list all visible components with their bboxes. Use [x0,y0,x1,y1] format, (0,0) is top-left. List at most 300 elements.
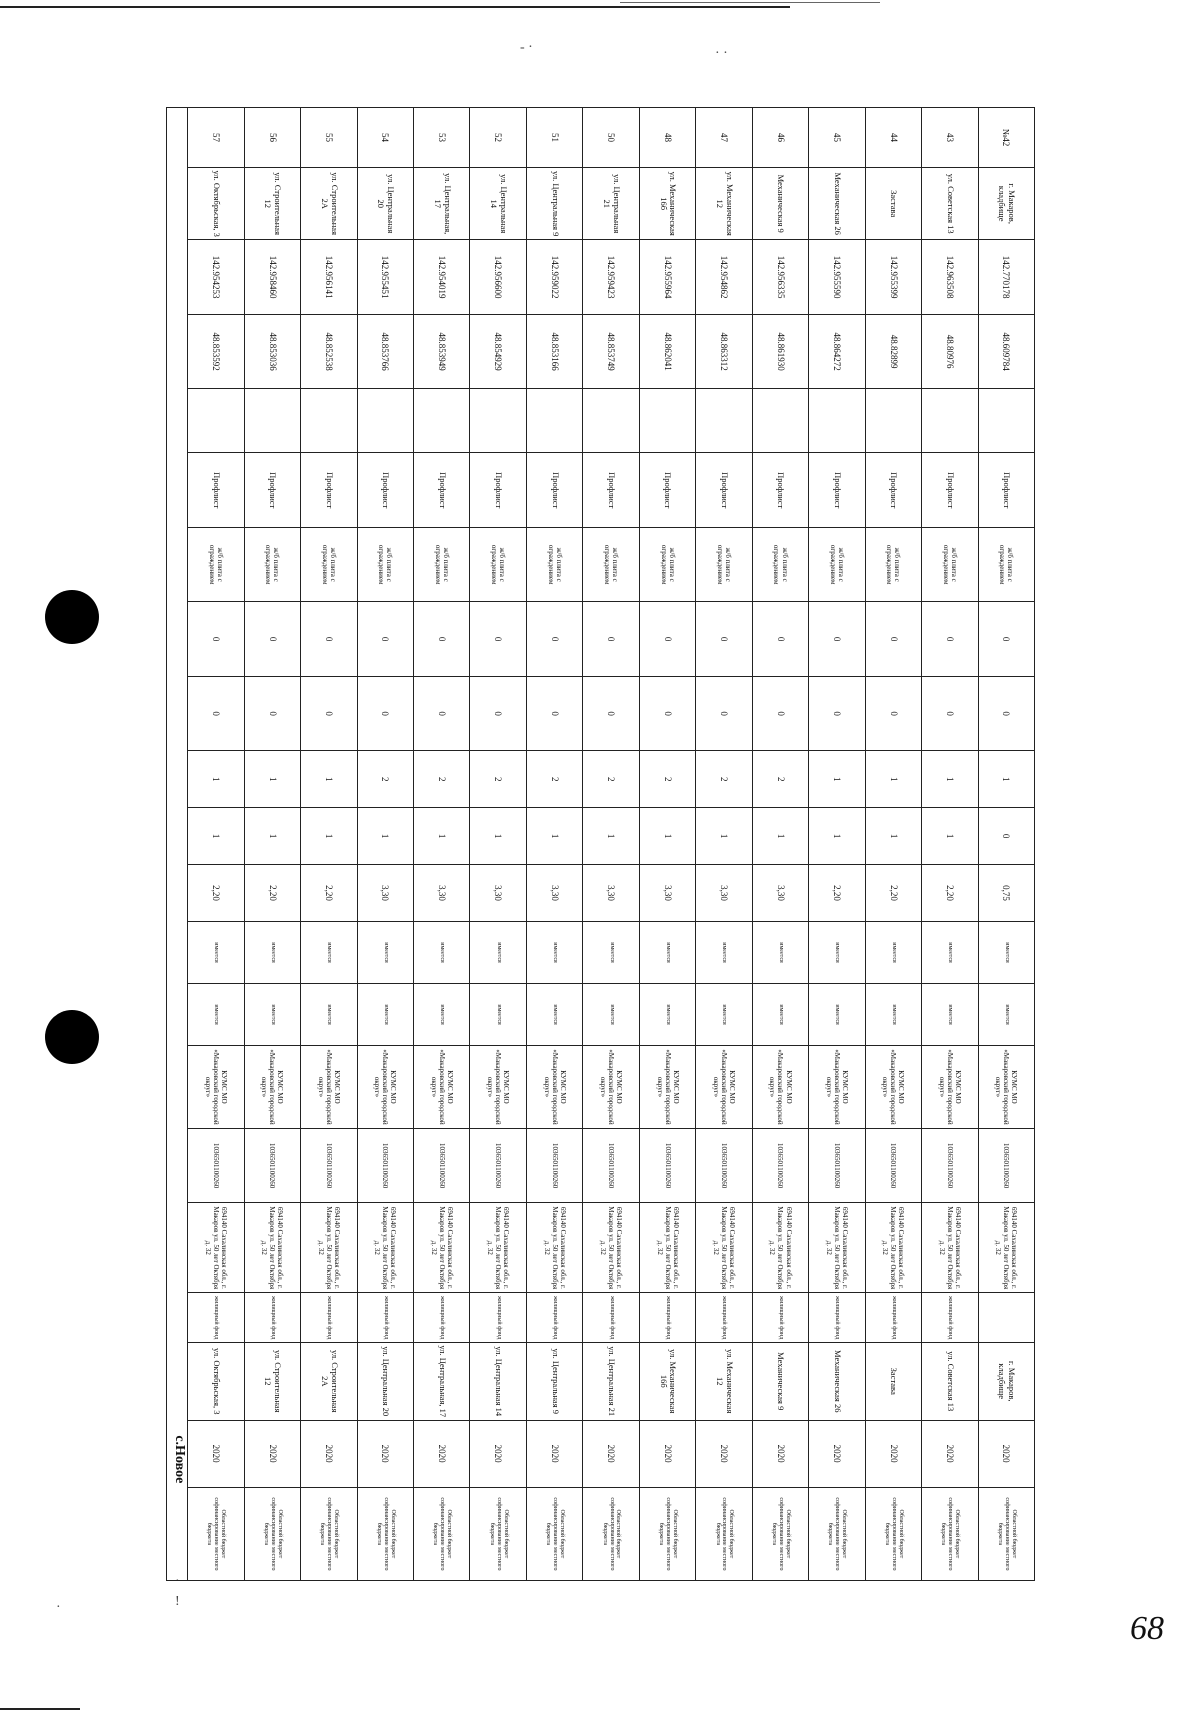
row-number-cell: 47 [696,108,752,168]
year-cell: 2020 [639,1420,695,1487]
value-b-cell: 0 [526,676,582,750]
base-type-cell: ж/б плита с ограждением [922,527,978,601]
empty-cell-cell [978,389,1034,453]
scan-speck: - · [520,40,533,55]
settlement-label: с.Новое [167,108,188,1488]
longitude-cell: 48.853166 [526,314,582,388]
waste-source-cell: жилищный фонд [809,1293,865,1343]
waste-source-cell: жилищный фонд [414,1293,470,1343]
funding-source-cell: Областной бюджет софинансирование местного бюджета [526,1487,582,1580]
row-number-cell: 57 [188,108,245,168]
cover-type-cell: Профлист [639,453,695,527]
holder-name-cell: КУМС МО «Макаровский городской округ» [244,1046,300,1129]
value-a-cell: 0 [978,602,1034,676]
funding-source-cell: Областной бюджет софинансирование местного бюджета [583,1487,639,1580]
cover-type-cell: Профлист [978,453,1034,527]
funding-source-cell: Областной бюджет софинансирование местного бюджета [752,1487,808,1580]
holder-name-cell: КУМС МО «Макаровский городской округ» [301,1046,357,1129]
latitude-cell: 142.958460 [244,240,300,314]
area-value-cell: 3,30 [414,865,470,922]
area-value-cell: 3,30 [696,865,752,922]
served-address-cell: ул. Центральная 14 [470,1342,526,1420]
site-address-cell: ул. Строительная 12 [244,167,300,239]
longitude-cell: 48.854929 [470,314,526,388]
holder-ogrn-cell: 1036501100260 [752,1128,808,1202]
availability-a-cell: имеется [865,922,921,984]
row-number-cell: 46 [752,108,808,168]
availability-a-cell: имеется [978,922,1034,984]
site-address-cell: ул. Строительная 2А [301,167,357,239]
area-value-cell: 3,30 [526,865,582,922]
waste-source-cell: жилищный фонд [301,1293,357,1343]
latitude-cell: 142.954019 [414,240,470,314]
containers-b-cell: 0 [978,808,1034,865]
cover-type-cell: Профлист [809,453,865,527]
base-type-cell: ж/б плита с ограждением [414,527,470,601]
containers-a-cell: 2 [583,751,639,808]
row-number-cell: 50 [583,108,639,168]
base-type-cell: ж/б плита с ограждением [244,527,300,601]
holder-address-cell: 694140 Сахалинская обл., г. Макаров ул. 50 лет Октября д. 32 [978,1203,1034,1293]
availability-a-cell: имеется [752,922,808,984]
availability-b-cell: имеется [922,984,978,1046]
availability-a-cell: имеется [414,922,470,984]
containers-b-cell: 1 [188,808,245,865]
served-address-cell: ул. Механическая 16б [639,1342,695,1420]
base-type-cell: ж/б плита с ограждением [809,527,865,601]
year-cell: 2020 [922,1420,978,1487]
empty-cell-cell [188,389,245,453]
holder-ogrn-cell: 1036501100260 [414,1128,470,1202]
availability-a-cell: имеется [188,922,245,984]
holder-ogrn-cell: 1036501100260 [696,1128,752,1202]
year-cell: 2020 [865,1420,921,1487]
served-address-cell: ул. Октябрьская, 3 [188,1342,245,1420]
holder-address-cell: 694140 Сахалинская обл., г. Макаров ул. 50 лет Октября д. 32 [583,1203,639,1293]
holder-address-cell: 694140 Сахалинская обл., г. Макаров ул. 50 лет Октября д. 32 [188,1203,245,1293]
scan-speck: · [56,1600,61,1615]
punch-hole-lower [45,1010,99,1064]
holder-ogrn-cell: 1036501100260 [922,1128,978,1202]
waste-source-cell [978,1293,1034,1343]
row-number-cell: 44 [865,108,921,168]
table-row [922,108,978,1581]
waste-source-cell: жилищный фонд [526,1293,582,1343]
containers-b-cell: 1 [414,808,470,865]
waste-source-cell: жилищный фонд [470,1293,526,1343]
cover-type-cell: Профлист [301,453,357,527]
base-type-cell: ж/б плита с ограждением [978,527,1034,601]
cover-type-cell: Профлист [414,453,470,527]
longitude-cell: 48.853749 [583,314,639,388]
containers-b-cell: 1 [639,808,695,865]
containers-a-cell: 1 [188,751,245,808]
year-cell: 2020 [809,1420,865,1487]
availability-a-cell: имеется [639,922,695,984]
value-a-cell: 0 [809,602,865,676]
containers-b-cell: 1 [470,808,526,865]
funding-source-cell: Областной бюджет софинансирование местного бюджета [639,1487,695,1580]
funding-source-cell: Областной бюджет софинансирование местного бюджета [865,1487,921,1580]
availability-a-cell: имеется [809,922,865,984]
scan-speck: · · [715,46,728,61]
served-address-cell: ул. Строительная 2А [301,1342,357,1420]
site-address-cell: ул. Механическая 16б [639,167,695,239]
value-b-cell: 0 [639,676,695,750]
containers-a-cell: 1 [244,751,300,808]
value-b-cell: 0 [357,676,413,750]
cover-type-cell: Профлист [752,453,808,527]
empty-cell-cell [922,389,978,453]
row-number-cell: 48 [639,108,695,168]
cover-type-cell: Профлист [244,453,300,527]
value-a-cell: 0 [244,602,300,676]
empty-cell-cell [244,389,300,453]
row-number-cell: 45 [809,108,865,168]
value-b-cell: 0 [244,676,300,750]
value-b-cell: 0 [301,676,357,750]
holder-address-cell: 694140 Сахалинская обл., г. Макаров ул. 50 лет Октября д. 32 [357,1203,413,1293]
availability-a-cell: имеется [526,922,582,984]
row-number-cell: 56 [244,108,300,168]
row-number-cell: 53 [414,108,470,168]
containers-a-cell: 1 [301,751,357,808]
containers-a-cell: 1 [922,751,978,808]
containers-b-cell: 1 [244,808,300,865]
area-value-cell: 3,30 [470,865,526,922]
served-address-cell: Заставa [865,1342,921,1420]
served-address-cell: ул. Строительная 12 [244,1342,300,1420]
empty-cell-cell [696,389,752,453]
longitude-cell: 48.853949 [414,314,470,388]
value-a-cell: 0 [470,602,526,676]
availability-a-cell: имеется [922,922,978,984]
latitude-cell: 142.955399 [865,240,921,314]
value-b-cell: 0 [696,676,752,750]
availability-a-cell: имеется [244,922,300,984]
cover-type-cell: Профлист [696,453,752,527]
holder-address-cell: 694140 Сахалинская обл., г. Макаров ул. 50 лет Октября д. 32 [526,1203,582,1293]
value-a-cell: 0 [752,602,808,676]
holder-address-cell: 694140 Сахалинская обл., г. Макаров ул. 50 лет Октября д. 32 [470,1203,526,1293]
value-a-cell: 0 [301,602,357,676]
scan-top-rule [0,6,790,8]
row-number-cell: №42 [978,108,1034,168]
value-a-cell: 0 [357,602,413,676]
containers-b-cell: 1 [922,808,978,865]
holder-address-cell: 694140 Сахалинская обл., г. Макаров ул. 50 лет Октября д. 32 [301,1203,357,1293]
containers-b-cell: 1 [696,808,752,865]
area-value-cell: 2,20 [244,865,300,922]
availability-b-cell: имеется [470,984,526,1046]
funding-source-cell: Областной бюджет софинансирование местного бюджета [978,1487,1034,1580]
containers-a-cell: 2 [696,751,752,808]
holder-name-cell: КУМС МО «Макаровский городской округ» [978,1046,1034,1129]
holder-ogrn-cell: 1036501100260 [809,1128,865,1202]
table-row [526,108,582,1581]
area-value-cell: 2,20 [301,865,357,922]
latitude-cell: 142.956600 [470,240,526,314]
value-a-cell: 0 [865,602,921,676]
year-cell: 2020 [357,1420,413,1487]
holder-address-cell: 694140 Сахалинская обл., г. Макаров ул. 50 лет Октября д. 32 [752,1203,808,1293]
value-b-cell: 0 [809,676,865,750]
longitude-cell: 48.852538 [301,314,357,388]
scan-bottom-rule [0,1708,80,1710]
site-address-cell: ул. Центральная 14 [470,167,526,239]
containers-b-cell: 1 [583,808,639,865]
latitude-cell: 142.956141 [301,240,357,314]
containers-b-cell: 1 [301,808,357,865]
year-cell: 2020 [526,1420,582,1487]
longitude-cell: 48.861930 [752,314,808,388]
containers-a-cell: 1 [809,751,865,808]
empty-cell-cell [470,389,526,453]
site-address-cell: Механическая 9 [752,167,808,239]
value-b-cell: 0 [752,676,808,750]
holder-name-cell: КУМС МО «Макаровский городской округ» [526,1046,582,1129]
empty-cell-cell [752,389,808,453]
table-row [809,108,865,1581]
scan-speck: ! [175,1594,180,1609]
base-type-cell: ж/б плита с ограждением [639,527,695,601]
row-number-cell: 54 [357,108,413,168]
value-b-cell: 0 [922,676,978,750]
holder-name-cell: КУМС МО «Макаровский городской округ» [696,1046,752,1129]
funding-source-cell: Областной бюджет софинансирование местного бюджета [244,1487,300,1580]
availability-b-cell: имеется [188,984,245,1046]
cover-type-cell: Профлист [922,453,978,527]
base-type-cell: ж/б плита с ограждением [301,527,357,601]
holder-address-cell: 694140 Сахалинская обл., г. Макаров ул. 50 лет Октября д. 32 [639,1203,695,1293]
site-address-cell: Механическая 26 [809,167,865,239]
row-number-cell: 52 [470,108,526,168]
cover-type-cell: Профлист [583,453,639,527]
served-address-cell: г. Макаров, кладбище [978,1342,1034,1420]
table-row [244,108,300,1581]
site-address-cell: Заставa [865,167,921,239]
longitude-cell: 48.609784 [978,314,1034,388]
funding-source-cell: Областной бюджет софинансирование местного бюджета [188,1487,245,1580]
value-b-cell: 0 [865,676,921,750]
holder-ogrn-cell: 1036501100260 [978,1128,1034,1202]
site-address-cell: ул. Центральная 21 [583,167,639,239]
latitude-cell: 142.959022 [526,240,582,314]
funding-source-cell: Областной бюджет софинансирование местного бюджета [301,1487,357,1580]
holder-ogrn-cell: 1036501100260 [244,1128,300,1202]
longitude-cell: 48.853036 [244,314,300,388]
site-address-cell: ул. Центральная 20 [357,167,413,239]
waste-source-cell: жилищный фонд [639,1293,695,1343]
longitude-cell: 48.80976 [922,314,978,388]
table-row [696,108,752,1581]
availability-a-cell: имеется [301,922,357,984]
holder-name-cell: КУМС МО «Макаровский городской округ» [583,1046,639,1129]
value-a-cell: 0 [414,602,470,676]
year-cell: 2020 [188,1420,245,1487]
containers-a-cell: 1 [865,751,921,808]
availability-b-cell: имеется [244,984,300,1046]
latitude-cell: 142.954862 [696,240,752,314]
base-type-cell: ж/б плита с ограждением [583,527,639,601]
row-number-cell: 51 [526,108,582,168]
served-address-cell: ул. Центральная 9 [526,1342,582,1420]
holder-ogrn-cell: 1036501100260 [526,1128,582,1202]
empty-cell-cell [639,389,695,453]
latitude-cell: 142.956335 [752,240,808,314]
empty-cell-cell [414,389,470,453]
value-b-cell: 0 [583,676,639,750]
base-type-cell: ж/б плита с ограждением [357,527,413,601]
site-address-cell: ул. Советская 13 [922,167,978,239]
holder-name-cell: КУМС МО «Макаровский городской округ» [809,1046,865,1129]
waste-source-cell: жилищный фонд [357,1293,413,1343]
holder-address-cell: 694140 Сахалинская обл., г. Макаров ул. 50 лет Октября д. 32 [696,1203,752,1293]
longitude-cell: 48.82899 [865,314,921,388]
served-address-cell: Механическая 9 [752,1342,808,1420]
year-cell: 2020 [301,1420,357,1487]
longitude-cell: 48.864272 [809,314,865,388]
waste-site-register-table [166,107,1035,1581]
waste-source-cell: жилищный фонд [188,1293,245,1343]
availability-b-cell: имеется [526,984,582,1046]
latitude-cell: 142.954253 [188,240,245,314]
value-a-cell: 0 [922,602,978,676]
served-address-cell: ул. Советская 13 [922,1342,978,1420]
empty-cell-cell [526,389,582,453]
served-address-cell: ул. Центральная 21 [583,1342,639,1420]
holder-ogrn-cell: 1036501100260 [865,1128,921,1202]
containers-a-cell: 1 [978,751,1034,808]
scan-top-rule-thin [620,2,880,3]
holder-address-cell: 694140 Сахалинская обл., г. Макаров ул. 50 лет Октября д. 32 [414,1203,470,1293]
availability-a-cell: имеется [696,922,752,984]
latitude-cell: 142.963508 [922,240,978,314]
area-value-cell: 0,75 [978,865,1034,922]
base-type-cell: ж/б плита с ограждением [865,527,921,601]
table-row [978,108,1034,1581]
funding-source-cell: Областной бюджет софинансирование местного бюджета [357,1487,413,1580]
availability-b-cell: имеется [639,984,695,1046]
latitude-cell: 142.955964 [639,240,695,314]
funding-source-cell: Областной бюджет софинансирование местного бюджета [922,1487,978,1580]
register-table-container [166,107,1035,1581]
cover-type-cell: Профлист [188,453,245,527]
funding-source-cell: Областной бюджет софинансирование местного бюджета [696,1487,752,1580]
table-row [639,108,695,1581]
settlement-empty-cell [167,1487,188,1580]
site-address-cell: ул. Центральная, 17 [414,167,470,239]
year-cell: 2020 [752,1420,808,1487]
area-value-cell: 3,30 [752,865,808,922]
site-address-cell: ул. Центральная 9 [526,167,582,239]
area-value-cell: 2,20 [809,865,865,922]
value-a-cell: 0 [583,602,639,676]
funding-source-cell: Областной бюджет софинансирование местного бюджета [809,1487,865,1580]
punch-hole-upper [45,590,99,644]
year-cell: 2020 [414,1420,470,1487]
base-type-cell: ж/б плита с ограждением [188,527,245,601]
table-row [414,108,470,1581]
longitude-cell: 48.863312 [696,314,752,388]
availability-b-cell: имеется [809,984,865,1046]
value-b-cell: 0 [978,676,1034,750]
base-type-cell: ж/б плита с ограждением [696,527,752,601]
value-a-cell: 0 [696,602,752,676]
table-row [752,108,808,1581]
value-a-cell: 0 [188,602,245,676]
year-cell: 2020 [244,1420,300,1487]
longitude-cell: 48.853766 [357,314,413,388]
table-row [357,108,413,1581]
value-b-cell: 0 [188,676,245,750]
site-address-cell: ул. Механическая 12 [696,167,752,239]
empty-cell-cell [301,389,357,453]
year-cell: 2020 [470,1420,526,1487]
waste-source-cell: жилищный фонд [583,1293,639,1343]
latitude-cell: 142.955590 [809,240,865,314]
holder-ogrn-cell: 1036501100260 [639,1128,695,1202]
containers-a-cell: 2 [639,751,695,808]
base-type-cell: ж/б плита с ограждением [752,527,808,601]
availability-b-cell: имеется [978,984,1034,1046]
holder-ogrn-cell: 1036501100260 [188,1128,245,1202]
area-value-cell: 2,20 [865,865,921,922]
holder-name-cell: КУМС МО «Макаровский городской округ» [752,1046,808,1129]
containers-a-cell: 2 [470,751,526,808]
availability-a-cell: имеется [357,922,413,984]
empty-cell-cell [865,389,921,453]
containers-a-cell: 2 [752,751,808,808]
holder-ogrn-cell: 1036501100260 [583,1128,639,1202]
holder-name-cell: КУМС МО «Макаровский городской округ» [357,1046,413,1129]
table-row [470,108,526,1581]
value-a-cell: 0 [526,602,582,676]
waste-source-cell: жилищный фонд [865,1293,921,1343]
served-address-cell: ул. Механическая 12 [696,1342,752,1420]
value-a-cell: 0 [639,602,695,676]
holder-name-cell: КУМС МО «Макаровский городской округ» [922,1046,978,1129]
table-row [188,108,245,1581]
availability-b-cell: имеется [301,984,357,1046]
holder-ogrn-cell: 1036501100260 [357,1128,413,1202]
holder-name-cell: КУМС МО «Макаровский городской округ» [470,1046,526,1129]
longitude-cell: 48.862041 [639,314,695,388]
table-row [301,108,357,1581]
availability-a-cell: имеется [470,922,526,984]
waste-source-cell: жилищный фонд [244,1293,300,1343]
year-cell: 2020 [696,1420,752,1487]
funding-source-cell: Областной бюджет софинансирование местного бюджета [414,1487,470,1580]
availability-b-cell: имеется [583,984,639,1046]
value-b-cell: 0 [414,676,470,750]
waste-source-cell: жилищный фонд [752,1293,808,1343]
containers-b-cell: 1 [865,808,921,865]
cover-type-cell: Профлист [865,453,921,527]
served-address-cell: ул. Центральная, 17 [414,1342,470,1420]
funding-source-cell: Областной бюджет софинансирование местного бюджета [470,1487,526,1580]
cover-type-cell: Профлист [470,453,526,527]
holder-address-cell: 694140 Сахалинская обл., г. Макаров ул. 50 лет Октября д. 32 [922,1203,978,1293]
holder-ogrn-cell: 1036501100260 [470,1128,526,1202]
area-value-cell: 3,30 [639,865,695,922]
holder-name-cell: КУМС МО «Макаровский городской округ» [188,1046,245,1129]
holder-address-cell: 694140 Сахалинская обл., г. Макаров ул. 50 лет Октября д. 32 [809,1203,865,1293]
area-value-cell: 3,30 [583,865,639,922]
area-value-cell: 2,20 [188,865,245,922]
containers-a-cell: 2 [414,751,470,808]
holder-name-cell: КУМС МО «Макаровский городской округ» [865,1046,921,1129]
